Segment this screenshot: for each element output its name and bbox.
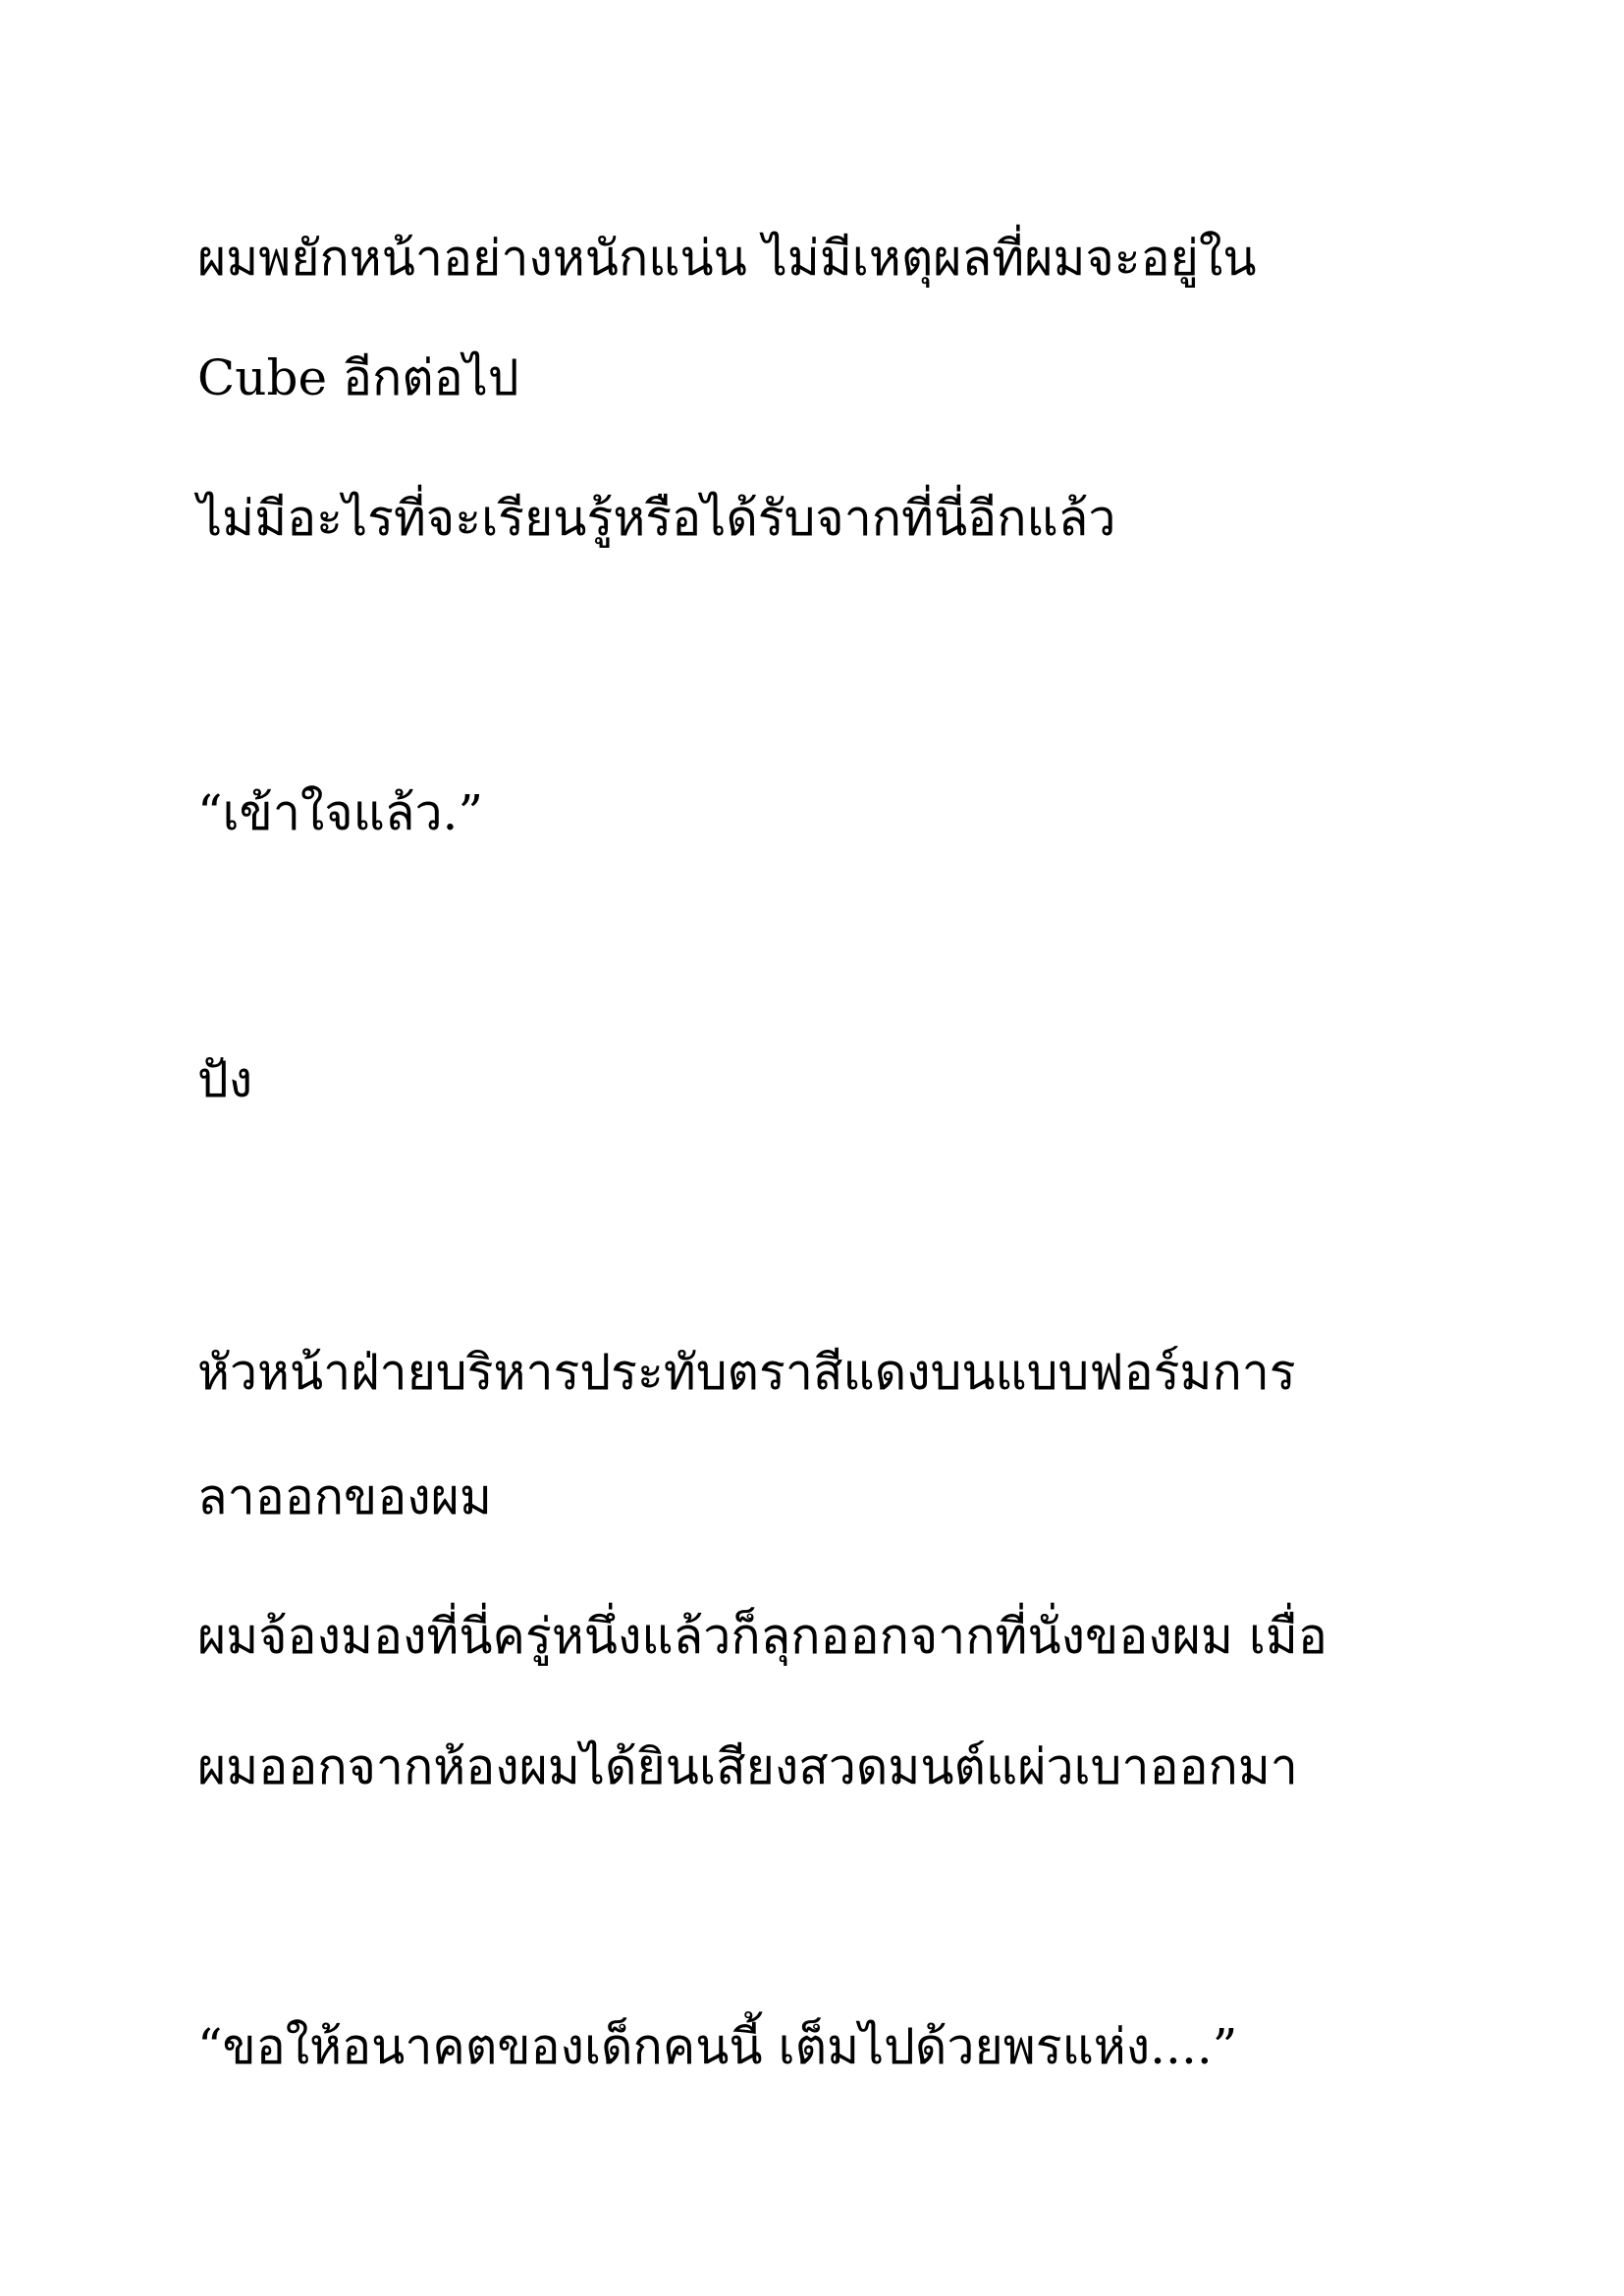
dialogue-line: “เข้าใจแล้ว.” — [197, 784, 484, 841]
paragraph-line: ลาออกของผม — [197, 1468, 492, 1525]
paragraph-line: ผมจ้องมองที่นี่ครู่หนึ่งแล้วก็ลุกออกจากที่นั่งของผม เมื่อ — [197, 1608, 1327, 1665]
paragraph-line: ผมออกจากห้องผมได้ยินเสียงสวดมนต์แผ่วเบาออกมา — [197, 1738, 1298, 1795]
dialogue-line: “ขอให้อนาคตของเด็กคนนี้ เต็มไปด้วยพรแห่ง....” — [197, 2018, 1238, 2075]
paragraph-line: ไม่มีอะไรที่จะเรียนรู้หรือได้รับจากที่นี่อีกแล้ว — [197, 490, 1116, 547]
sound-effect-line: ปัง — [197, 1051, 253, 1108]
paragraph-line: หัวหน้าฝ่ายบริหารประทับตราสีแดงบนแบบฟอร์มการ — [197, 1344, 1296, 1401]
paragraph-line: ผมพยักหน้าอย่างหนักแน่น ไม่มีเหตุผลที่ผมจะอยู่ใน — [197, 230, 1257, 287]
paragraph-line: Cube อีกต่อไป — [197, 349, 519, 406]
